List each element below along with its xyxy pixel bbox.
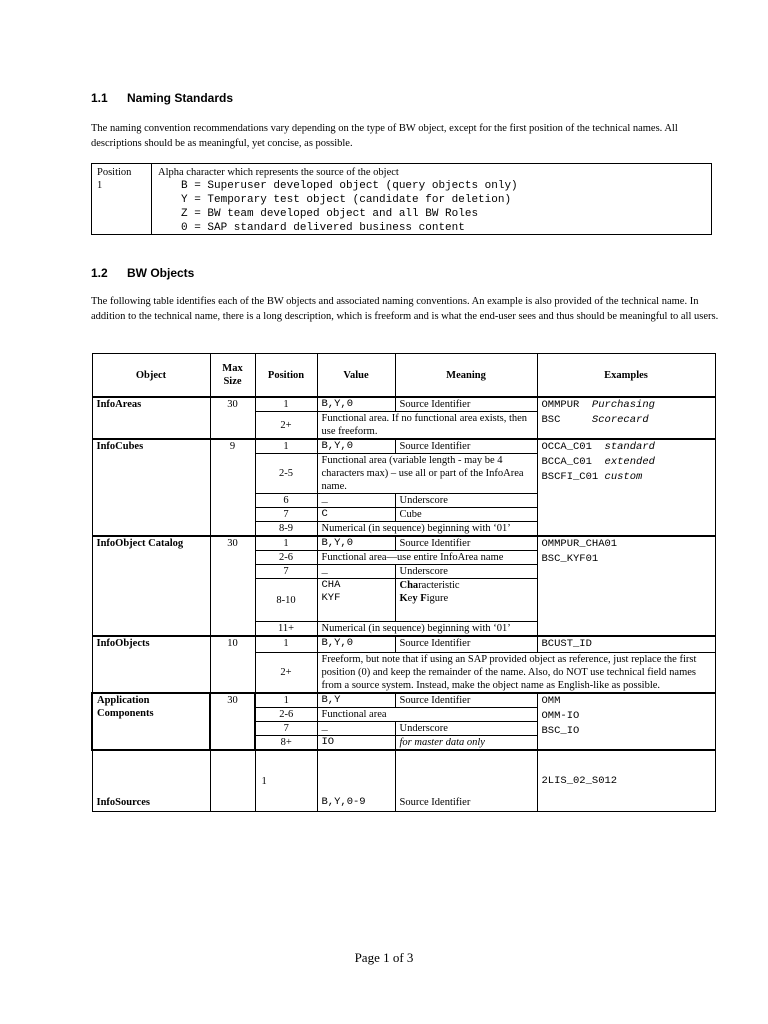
table-row: 8-9 Numerical (in sequence) beginning with ‘01’ (92, 522, 715, 537)
table-row: 11+ Numerical (in sequence) beginning with ‘01’ (92, 622, 715, 637)
objects-paragraph: The following table identifies each of the BW objects and associated naming conventions. An example is also provided of the technical name. In addition to the technical name, there is a long description, which is freeform and is what the end-user sees and thus should be meaningful to all users. (91, 296, 719, 322)
table-row: 2-6 Functional area—use entire InfoArea name (92, 551, 715, 565)
page-footer: Page 1 of 3 (354, 950, 414, 965)
section-heading-naming-standards: 1.1 Naming Standards (91, 91, 234, 105)
bw-objects-table (91, 353, 716, 812)
header-max-size: Max Size (210, 354, 255, 398)
examples-catalog: OMMPUR_CHA01 BSC_KYF01 (537, 536, 715, 636)
examples-infosources: 2LIS_02_S012 (537, 750, 715, 812)
table-row: 8+ IO for master data only (92, 736, 715, 751)
position-definition-box (91, 163, 712, 235)
code-0: 0 = SAP standard delivered business content (181, 222, 465, 234)
object-infocubes: InfoCubes (92, 439, 210, 536)
table-row: 8-10 CHA KYF Characteristic Key Figure (92, 579, 715, 622)
table-row: 2-5 Functional area (variable length - may be 4 characters max) – use all or part of the InfoArea name. (92, 454, 715, 494)
box-divider (151, 164, 152, 234)
table-row: 2+ Functional area. If no functional area exists, then use freeform. (92, 412, 715, 440)
object-infoareas: InfoAreas (92, 397, 210, 439)
position-label: Position 1 (97, 167, 132, 191)
object-infoobjects: InfoObjects (92, 636, 210, 693)
table-row: InfoCubes 9 1 B,Y,0 Source Identifier OCCA_C01 standard BCCA_C01 extended BSCFI_C01 custom (92, 439, 715, 454)
section-heading-bw-objects: 1.2 BW Objects (91, 266, 195, 280)
examples-appcomp: OMM OMM-IO BSC_IO (537, 693, 715, 750)
table-row: 7 _ Underscore (92, 722, 715, 736)
object-application-components: Application Components (92, 693, 210, 750)
table-row: 6 _ Underscore (92, 494, 715, 508)
table-row: Application Components 30 1 B,Y Source Identifier OMM OMM-IO BSC_IO (92, 693, 715, 708)
table-row: InfoAreas 30 1 B,Y,0 Source Identifier OMMPUR Purchasing BSC Scorecard (92, 397, 715, 412)
code-z: Z = BW team developed object and all BW Roles (181, 208, 479, 220)
table-row: InfoObjects 10 1 B,Y,0 Source Identifier BCUST_ID (92, 636, 715, 653)
object-infosources: InfoSources (92, 750, 210, 812)
code-b: B = Superuser developed object (query objects only) (181, 180, 518, 192)
examples-infocubes: OCCA_C01 standard BCCA_C01 extended BSCFI_C01 custom (537, 439, 715, 536)
table-row: InfoSources 1 B,Y,0-9 Source Identifier 2LIS_02_S012 (92, 750, 715, 812)
table-row: 2+ Freeform, but note that if using an SAP provided object as reference, just replace the first position (0) and keep the remainder of the name. Also, do NOT use technical field names from a source system. Instead, make the object name as English-like as possible. (92, 653, 715, 694)
table-row: 7 _ Underscore (92, 565, 715, 579)
position-description: Alpha character which represents the source of the object B = Superuser developed object (query objects only) Y = Temporary test object (candidate for deletion) Z = BW team developed object and all BW Roles 0 = SAP standard delivered business content (158, 167, 518, 234)
table-header-row (92, 354, 715, 398)
table-row: 2-6 Functional area (92, 708, 715, 722)
header-object: Object (92, 354, 210, 398)
table-row: 7 C Cube (92, 508, 715, 522)
header-value: Value (317, 354, 395, 398)
header-position: Position (255, 354, 317, 398)
object-infoobject-catalog: InfoObject Catalog (92, 536, 210, 636)
intro-paragraph: The naming convention recommendations vary depending on the type of BW object, except for the first position of the technical names. All descriptions should be as meaningful, yet concise, as possible. (91, 123, 678, 149)
examples-infoobjects: BCUST_ID (537, 636, 715, 653)
header-examples: Examples (537, 354, 715, 398)
code-y: Y = Temporary test object (candidate for deletion) (181, 194, 512, 206)
examples-infoareas: OMMPUR Purchasing BSC Scorecard (537, 397, 715, 439)
table-row: InfoObject Catalog 30 1 B,Y,0 Source Identifier OMMPUR_CHA01 BSC_KYF01 (92, 536, 715, 551)
header-meaning: Meaning (395, 354, 537, 398)
